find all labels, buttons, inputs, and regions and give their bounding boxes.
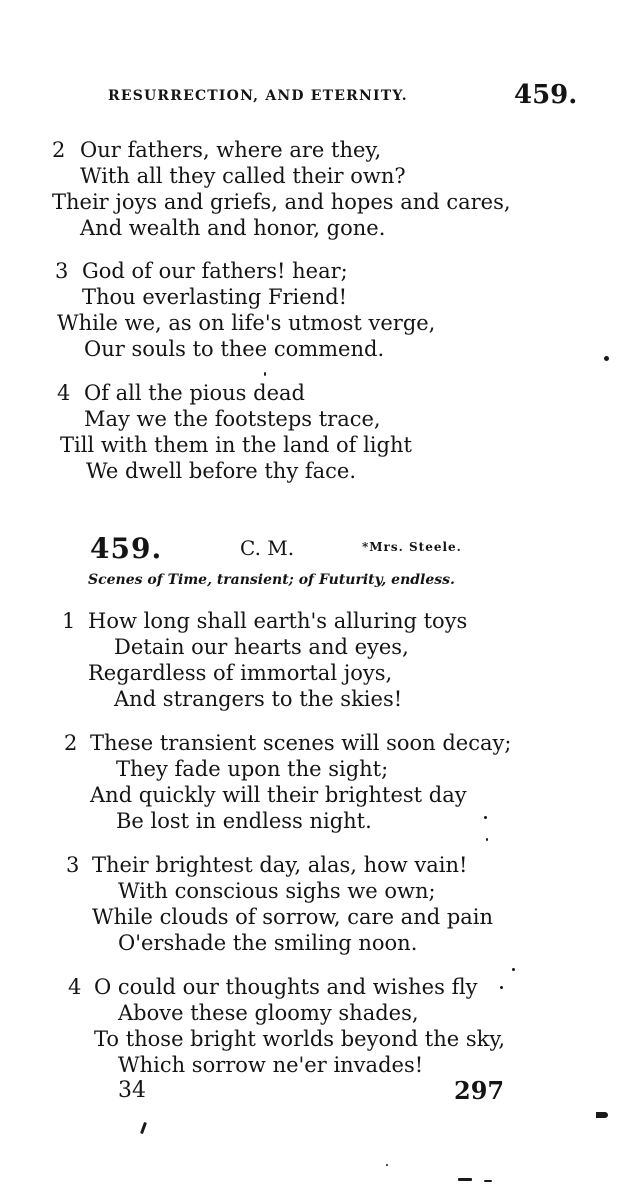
ink-speck [512,968,515,971]
verse-number: 4 [57,381,71,405]
verse-line: Our souls to thee commend. [84,337,385,361]
verse-number: 2 [64,731,78,755]
verse-line: How long shall earth's alluring toys [88,609,468,633]
ink-speck [484,816,487,819]
ink-speck [604,356,609,361]
verse-line: We dwell before thy face. [86,459,357,483]
verse-line: Their joys and griefs, and hopes and cares, [52,190,511,214]
verse-number: 1 [62,609,76,633]
ink-speck [264,372,266,376]
ink-speck [500,986,503,989]
verse-line: Detain our hearts and eyes, [114,635,409,659]
verse-line: Of all the pious dead [84,381,305,405]
verse-line: To those bright worlds beyond the sky, [94,1027,506,1051]
verse-line: With all they called their own? [80,164,406,188]
hymn-meter: C. M. [240,536,295,560]
ink-speck [486,838,488,841]
verse-number: 3 [66,853,80,877]
verse-line: May we the footsteps trace, [84,407,381,431]
page-number: 459. [514,80,578,110]
ink-mark [484,1180,492,1182]
verse-number: 4 [68,975,82,999]
ink-mark [596,1112,608,1118]
verse-number: 3 [55,259,69,283]
verse-line: O'ershade the smiling noon. [118,931,418,955]
catchword: 297 [454,1076,505,1105]
ink-mark [458,1178,472,1181]
signature-mark: 34 [118,1078,146,1103]
hymn-subject: Scenes of Time, transient; of Futurity, endless. [88,572,455,588]
verse-line: While clouds of sorrow, care and pain [92,905,494,929]
verse-line: And strangers to the skies! [114,687,403,711]
verse-line: Above these gloomy shades, [118,1001,419,1025]
verse-line: And quickly will their brightest day [90,783,467,807]
hymn-author: *Mrs. Steele. [362,540,462,554]
verse-line: Regardless of immortal joys, [88,661,393,685]
hymn-number: 459. [90,532,163,565]
verse-line: God of our fathers! hear; [82,259,348,283]
verse-line: With conscious sighs we own; [118,879,436,903]
verse-line: O could our thoughts and wishes fly [94,975,478,999]
verse-line: Till with them in the land of light [60,433,412,457]
verse-line: Which sorrow ne'er invades! [118,1053,424,1077]
verse-line: And wealth and honor, gone. [80,216,386,240]
verse-line: These transient scenes will soon decay; [90,731,512,755]
ink-mark [140,1122,147,1134]
verse-line: While we, as on life's utmost verge, [57,311,436,335]
verse-line: Thou everlasting Friend! [82,285,348,309]
ink-speck [386,1164,388,1166]
verse-line: Our fathers, where are they, [80,138,382,162]
verse-line: They fade upon the sight; [116,757,389,781]
verse-line: Be lost in endless night. [116,809,372,833]
running-head: RESURRECTION, AND ETERNITY. [108,88,408,104]
verse-line: Their brightest day, alas, how vain! [92,853,468,877]
verse-number: 2 [52,138,66,162]
